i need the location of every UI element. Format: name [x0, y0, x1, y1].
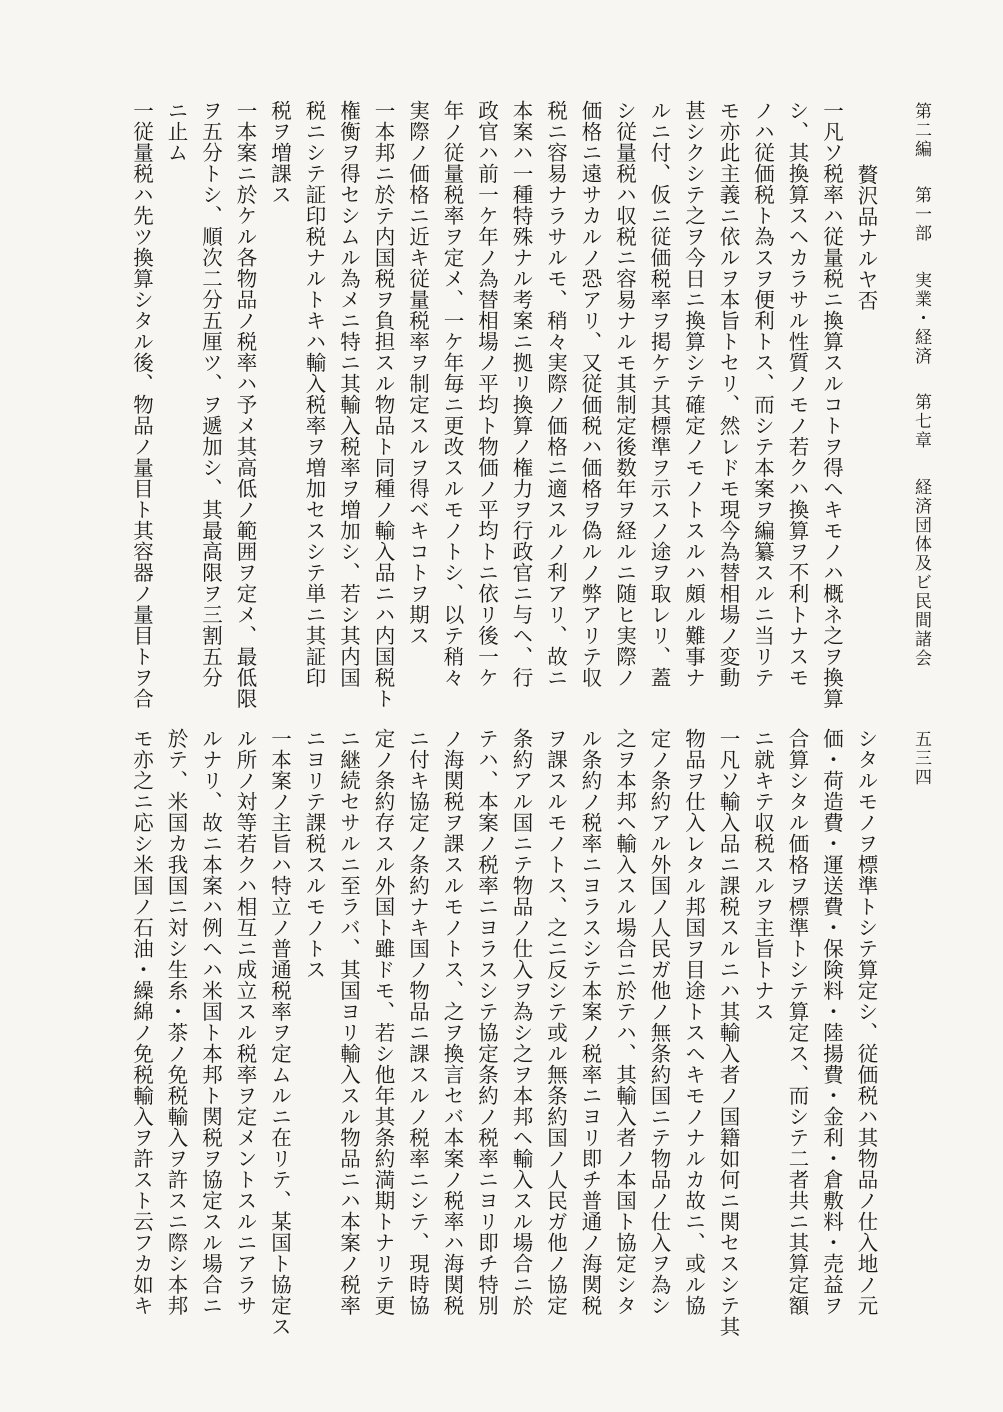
header-part: 第二編 — [911, 102, 931, 159]
text-line: 之ヲ本邦ヘ輸入スル場合ニ於テハ、其輸入者ノ本国ト協定シタ — [612, 728, 637, 1316]
text-line: 一本邦ニ於テ内国税ヲ負担スル物品ト同種ノ輸入品ニハ内国税ト — [371, 100, 395, 709]
section-heading: 贅沢品ナルヤ否 — [854, 164, 878, 311]
text-line: 合算シタル価格ヲ標準トシテ算定ス、而シテ二者共ニ其算定額 — [785, 728, 809, 1316]
text-line: ニ止ム — [164, 100, 188, 163]
text-line: ルナリ、故ニ本案ハ例ヘハ米国ト本邦ト関税ヲ協定スル場合ニ — [198, 728, 223, 1316]
text-line: 於テ、米国カ我国ニ対シ生糸・茶ノ免税輸入ヲ許スニ際シ本邦 — [164, 728, 188, 1316]
text-line: ヲ課スルモノトス、之ニ反シテ或ル無条約国ノ人民ガ他ノ協定 — [543, 728, 568, 1316]
text-line: ル所ノ対等若クハ相互ニ成立スル税率ヲ定メントスルニアラサ — [233, 728, 257, 1316]
text-line: 一凡ソ輸入品ニ課税スルニハ其輸入者ノ国籍如何ニ関セスシテ其 — [716, 728, 740, 1337]
bottom-text-block — [124, 728, 883, 1337]
text-line: ノハ従価税ト為スヲ便利トス、而シテ本案ヲ編纂スルニ当リテ — [750, 100, 775, 688]
text-line: 実際ノ価格ニ近キ従量税率ヲ制定スルヲ得ベキコトヲ期ス — [405, 100, 430, 646]
text-line: 価・荷造費・運送費・保険料・陸揚費・金利・倉敷料・売益ヲ — [819, 728, 844, 1316]
text-line: 税ニ容易ナラサルモ、稍々実際ノ価格ニ適スルノ利アリ、故ニ — [543, 100, 568, 688]
text-line: シ、其換算スヘカラサル性質ノモノ若クハ換算ヲ不利トナスモ — [785, 100, 809, 688]
header-section: 第一部 — [911, 186, 931, 244]
text-line: 本案ハ一種特殊ナル考案ニ拠リ換算ノ権力ヲ行政官ニ与ヘ、行 — [509, 100, 533, 688]
text-line: モ亦之ニ応シ米国ノ石油・繰綿ノ免税輸入ヲ許スト云フカ如キ — [129, 728, 154, 1316]
text-line: 年ノ従量税率ヲ定メ、一ケ年毎ニ更改スルモノトシ、以テ稍々 — [440, 100, 464, 688]
text-line: シ従量税ハ収税ニ容易ナルモ其制定後数年ヲ経ルニ随ヒ実際ノ — [612, 100, 637, 688]
text-line: 一本案ノ主旨ハ特立ノ普通税率ヲ定ムルニ在リテ、某国ト協定ス — [267, 728, 292, 1337]
text-line: ルニ付、仮ニ従価税率ヲ掲ケテ其標準ヲ示スノ途ヲ取レリ、蓋 — [647, 100, 671, 688]
text-line: 定ノ条約アル外国ノ人民ガ他ノ無条約国ニテ物品ノ仕入ヲ為シ — [647, 728, 671, 1316]
page-number: 五三四 — [911, 730, 931, 787]
text-line: 権衡ヲ得セシムル為メニ特ニ其輸入税率ヲ増加シ、若シ其内国 — [336, 100, 361, 688]
text-line: 税ニシテ証印税ナルトキハ輸入税率ヲ増加セスシテ単ニ其証印 — [302, 100, 326, 688]
text-line: 一凡ソ税率ハ従量税ニ換算スルコトヲ得ヘキモノハ概ネ之ヲ換算 — [819, 100, 844, 709]
text-line: ニ継続セサルニ至ラバ、其国ヨリ輸入スル物品ニハ本案ノ税率 — [336, 728, 361, 1316]
text-line: ル条約ノ税率ニヨラスシテ本案ノ税率ニヨリ即チ普通ノ海関税 — [578, 728, 602, 1316]
text-line: テハ、本案ノ税率ニヨラスシテ協定条約ノ税率ニヨリ即チ特別 — [474, 728, 499, 1316]
text-line: 甚シクシテ之ヲ今日ニ換算シテ確定ノモノトスルハ頗ル難事ナ — [681, 100, 706, 688]
text-line: ニ付キ協定ノ条約ナキ国ノ物品ニ課スルノ税率ニシテ、現時協 — [405, 728, 430, 1316]
text-line: 一従量税ハ先ツ換算シタル後、物品ノ量目ト其容器ノ量目トヲ合 — [129, 100, 154, 709]
text-line: ノ海関税ヲ課スルモノトス、之ヲ換言セバ本案ノ税率ハ海関税 — [440, 728, 464, 1316]
header-category: 実業・経済 — [911, 270, 931, 366]
header-chapter: 第七章 — [911, 393, 931, 451]
text-line: 価格ニ遠サカルノ恐アリ、又従価税ハ価格ヲ偽ルノ弊アリテ収 — [578, 100, 602, 688]
text-line: 定ノ条約存スル外国ト雖ドモ、若シ他年其条約満期トナリテ更 — [371, 728, 395, 1316]
text-line: 物品ヲ仕入レタル邦国ヲ目途トスヘキモノナルカ故ニ、或ル協 — [681, 728, 706, 1316]
top-text-block — [124, 100, 883, 709]
text-line: ニ就キテ収税スルヲ主旨トナス — [750, 728, 775, 1022]
text-line: シタルモノヲ標準トシテ算定シ、従価税ハ其物品ノ仕入地ノ元 — [854, 728, 878, 1316]
text-line: モ亦此主義ニ依ルヲ本旨トセリ、然レドモ現今為替相場ノ変動 — [716, 100, 740, 688]
text-line: ニヨリテ課税スルモノトス — [302, 728, 326, 980]
text-line: 政官ハ前一ケ年ノ為替相場ノ平均ト物価ノ平均トニ依リ後一ケ — [474, 100, 499, 688]
header-chapter-title: 経済団体及ビ民間諸会 — [911, 477, 931, 668]
text-line: 条約アル国ニテ物品ノ仕入ヲ為シ之ヲ本邦ヘ輸入スル場合ニ於 — [509, 728, 533, 1316]
text-line: 一本案ニ於ケル各物品ノ税率ハ予メ其高低ノ範囲ヲ定メ、最低限 — [233, 100, 257, 709]
text-line: 税ヲ増課ス — [267, 100, 292, 205]
text-line: ヲ五分トシ、順次二分五厘ツ、ヲ遞加シ、其最高限ヲ三割五分 — [198, 100, 223, 688]
running-header — [905, 102, 937, 702]
